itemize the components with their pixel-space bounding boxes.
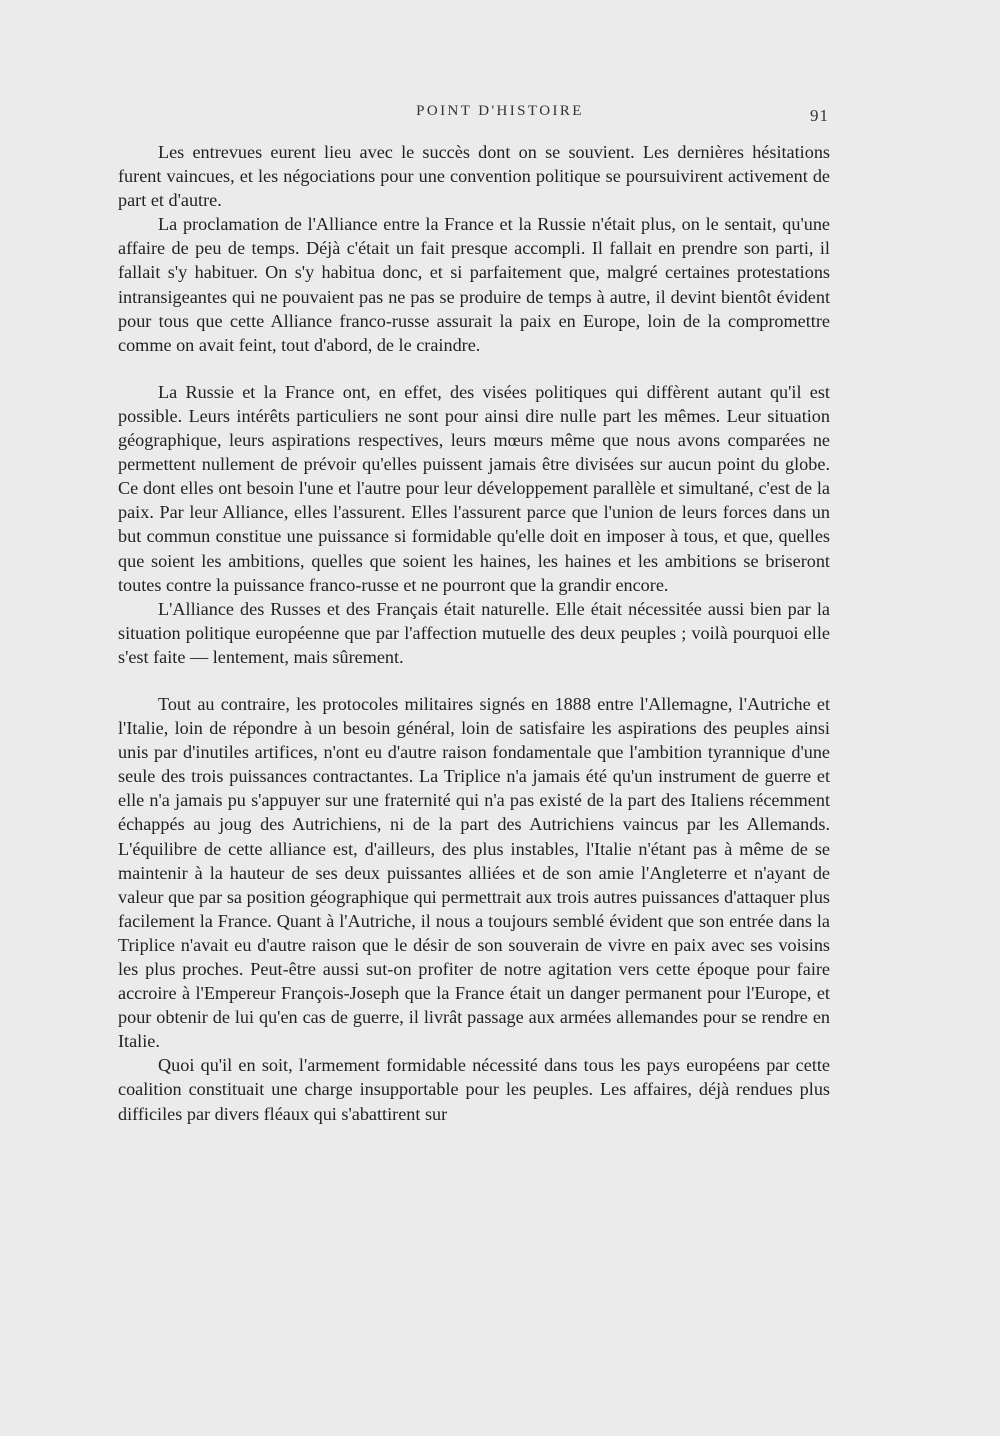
paragraph: Quoi qu'il en soit, l'armement formidable nécessité dans tous les pays européens par cette coalition constituait une charge insupportable pour les peuples. Les affaires, déjà rendues plus difficiles par divers fléaux qui s'abattirent sur — [118, 1055, 830, 1124]
section-gap — [118, 357, 830, 380]
paragraph: La proclamation de l'Alliance entre la France et la Russie n'était plus, on le sentait, qu'une affaire de peu de temps. Déjà c'était un fait presque accompli. Il fallait en prendre son parti, il fallait s'y habituer. On s'y habitua donc, et si parfaitement que, malgré certaines protestations intransigeantes qui ne pouvaient pas ne pas se produire de temps à autre, il devint bientôt évident pour tous que cette Alliance franco-russe assurait la paix en Europe, loin de la compromettre comme on avait feint, tout d'abord, de le craindre. — [118, 214, 830, 355]
paragraph: Les entrevues eurent lieu avec le succès dont on se souvient. Les dernières hésitations furent vaincues, et les négociations pour une convention politique se poursuivirent activement de part et d'autre. — [118, 142, 830, 211]
paragraph: Tout au contraire, les protocoles militaires signés en 1888 entre l'Allemagne, l'Autriche et l'Italie, loin de répondre à un besoin général, loin de satisfaire les aspirations des peuples ainsi unis par d'inutiles artifices, n'ont eu d'autre raison fondamentale que l'ambition tyrannique d'une seule des trois puissances contractantes. La Triplice n'a jamais été qu'un instrument de guerre et elle n'a jamais pu s'appuyer sur une fraternité qui n'a pas existé de la part des Italiens récemment échappés au joug des Autrichiens, ni de la part des Autrichiens vaincus par les Allemands. L'équilibre de cette alliance est, d'ailleurs, des plus instables, l'Italie n'étant pas à même de se maintenir à la hauteur de ses deux puissantes alliées et de son amie l'Angleterre et n'ayant de valeur que par sa position géographique qui permettrait aux trois autres puissances d'attaquer plus facilement la France. Quant à l'Autriche, il nous a toujours semblé évident que son entrée dans la Triplice n'avait eu d'autre raison que le désir de son souverain de vivre en paix avec ses voisins les plus proches. Peut-être aussi sut-on profiter de notre agitation vers cette époque pour faire accroire à l'Empereur François-Joseph que la France était un danger permanent pour l'Europe, et pour obtenir de lui qu'en cas de guerre, il livrât passage aux armées allemandes pour se rendre en Italie. — [118, 693, 830, 1052]
paragraph: L'Alliance des Russes et des Français était naturelle. Elle était nécessitée aussi bien par la situation politique européenne que par l'affection mutuelle des deux peuples ; voilà pourquoi elle s'est faite — lentement, mais sûrement. — [118, 598, 830, 667]
paragraph: La Russie et la France ont, en effet, des visées politiques qui diffèrent autant qu'il est possible. Leurs intérêts particuliers ne sont pour ainsi dire nulle part les mêmes. Leur situation géographique, leurs aspirations respectives, leurs mœurs même que nous avons comparées ne permettent nullement de prévoir qu'elles puissent jamais être divisées sur aucun point du globe. Ce dont elles ont besoin l'une et l'autre pour leur développement parallèle et simultané, c'est de la paix. Par leur Alliance, elles l'assurent. Elles l'assurent parce que l'union de leurs forces dans un but commun constitue une puissance si formidable qu'elle doit en imposer à tous, et que, quelles que soient les ambitions, quelles que soient les haines, les haines et les ambitions se briseront toutes contre la puissance franco-russe et ne pourront que la grandir encore. — [118, 381, 830, 595]
running-title: POINT D'HISTOIRE — [416, 103, 584, 119]
page-number: 91 — [810, 106, 829, 125]
section-gap — [118, 669, 830, 692]
body-text — [118, 140, 830, 1126]
